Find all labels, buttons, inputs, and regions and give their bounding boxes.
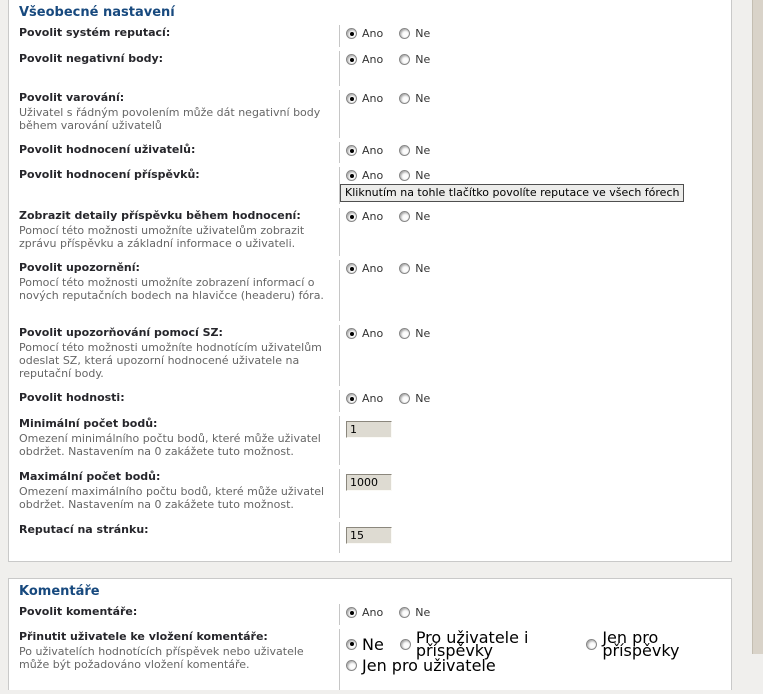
panel-comments bbox=[8, 578, 732, 690]
setting-label: Povolit hodnocení příspěvků: bbox=[19, 168, 200, 181]
setting-label: Reputací na stránku: bbox=[19, 523, 149, 536]
radio-group bbox=[346, 327, 727, 340]
radio-icon[interactable] bbox=[399, 393, 410, 404]
radio-group bbox=[346, 606, 727, 619]
radio-option-yes[interactable] bbox=[346, 144, 383, 157]
radio-group bbox=[346, 392, 727, 405]
max-points-input[interactable] bbox=[346, 474, 392, 491]
radio-option-no[interactable] bbox=[399, 27, 430, 40]
radio-option-yes[interactable] bbox=[346, 327, 383, 340]
radio-icon[interactable] bbox=[399, 263, 410, 274]
radio-icon[interactable] bbox=[399, 211, 410, 222]
radio-option-yes[interactable] bbox=[346, 606, 383, 619]
setting-description: Omezení maximálního počtu bodů, které může uživatel obdržet. Nastavením na 0 zakážete tuto možnost. bbox=[19, 485, 325, 511]
radio-icon[interactable] bbox=[399, 28, 410, 39]
radio-icon[interactable] bbox=[346, 145, 357, 156]
radio-option-no[interactable] bbox=[399, 53, 430, 66]
radio-label: Jen pro příspěvky bbox=[602, 628, 680, 660]
radio-option-no[interactable] bbox=[399, 144, 430, 157]
radio-group-line-2 bbox=[346, 656, 727, 675]
radio-icon[interactable] bbox=[399, 93, 410, 104]
min-points-input[interactable] bbox=[346, 421, 392, 438]
radio-icon[interactable] bbox=[399, 145, 410, 156]
radio-option-yes[interactable] bbox=[346, 262, 383, 275]
tooltip: Kliknutím na tohle tlačítko povolíte reputace ve všech fórech bbox=[340, 184, 684, 202]
radio-icon[interactable] bbox=[346, 263, 357, 274]
radio-icon[interactable] bbox=[399, 54, 410, 65]
radio-option-yes[interactable] bbox=[346, 169, 383, 182]
radio-icon[interactable] bbox=[399, 170, 410, 181]
setting-description: Pomocí této možnosti umožníte zobrazení informací o nových reputačních bodech na hlavičce (headeru) fóra. bbox=[19, 276, 324, 302]
radio-label: Ano bbox=[362, 27, 384, 40]
radio-label: Ano bbox=[362, 92, 384, 105]
radio-label: Ne bbox=[415, 327, 431, 340]
radio-label: Ne bbox=[415, 169, 431, 182]
radio-option-yes[interactable] bbox=[346, 92, 383, 105]
radio-label: Ano bbox=[362, 392, 384, 405]
setting-row-force-comment bbox=[9, 629, 731, 690]
setting-row-negative-points bbox=[9, 51, 731, 86]
setting-label: Povolit komentáře: bbox=[19, 605, 138, 618]
radio-label: Ne bbox=[415, 210, 431, 223]
panel-general-settings bbox=[8, 0, 732, 562]
radio-group bbox=[346, 92, 727, 105]
radio-label: Ano bbox=[362, 53, 384, 66]
setting-label: Zobrazit detaily příspěvku během hodnocení: bbox=[19, 209, 301, 222]
radio-option-no[interactable] bbox=[399, 606, 430, 619]
radio-icon[interactable] bbox=[346, 54, 357, 65]
radio-icon[interactable] bbox=[399, 328, 410, 339]
radio-icon[interactable] bbox=[400, 639, 411, 650]
section-title-general: Všeobecné nastavení bbox=[19, 5, 175, 20]
radio-option-yes[interactable] bbox=[346, 53, 383, 66]
setting-row-enable-ranks bbox=[9, 390, 731, 412]
setting-label: Povolit systém reputací: bbox=[19, 26, 171, 39]
setting-description: Pomocí této možnosti umožníte uživatelům zobrazit zprávu příspěvku a základní informace o uživateli. bbox=[19, 224, 305, 250]
setting-row-pm-notifications bbox=[9, 325, 731, 386]
radio-label: Ne bbox=[415, 53, 431, 66]
radio-option-no[interactable] bbox=[399, 262, 430, 275]
section-title-comments: Komentáře bbox=[19, 584, 100, 599]
setting-row-enable-notifications bbox=[9, 260, 731, 321]
setting-row-min-points bbox=[9, 416, 731, 465]
settings-page bbox=[8, 0, 732, 694]
setting-label: Přinutit uživatele ke vložení komentáře: bbox=[19, 630, 268, 643]
radio-label: Ano bbox=[362, 144, 384, 157]
radio-label: Ne bbox=[415, 27, 431, 40]
radio-option-yes[interactable] bbox=[346, 392, 383, 405]
setting-label: Povolit negativní body: bbox=[19, 52, 164, 65]
setting-row-user-rating bbox=[9, 142, 731, 163]
radio-label: Ne bbox=[415, 606, 431, 619]
radio-group bbox=[346, 262, 727, 275]
radio-option-no[interactable] bbox=[399, 210, 430, 223]
setting-label: Povolit upozornění: bbox=[19, 261, 140, 274]
radio-label: Ne bbox=[415, 92, 431, 105]
radio-icon[interactable] bbox=[346, 328, 357, 339]
setting-label: Povolit hodnosti: bbox=[19, 391, 125, 404]
setting-description: Uživatel s řádným povolením může dát negativní body během varování uživatelů bbox=[19, 106, 321, 132]
radio-option-yes[interactable] bbox=[346, 27, 383, 40]
setting-label: Maximální počet bodů: bbox=[19, 470, 161, 483]
radio-icon[interactable] bbox=[586, 639, 597, 650]
radio-label: Ne bbox=[415, 262, 431, 275]
radio-group bbox=[346, 53, 727, 66]
radio-group-line-1 bbox=[346, 628, 727, 660]
setting-label: Minimální počet bodů: bbox=[19, 417, 158, 430]
radio-icon[interactable] bbox=[399, 607, 410, 618]
setting-label: Povolit upozorňování pomocí SZ: bbox=[19, 326, 223, 339]
radio-icon[interactable] bbox=[346, 211, 357, 222]
radio-icon[interactable] bbox=[346, 393, 357, 404]
setting-label: Povolit hodnocení uživatelů: bbox=[19, 143, 196, 156]
radio-label: Jen pro uživatele bbox=[362, 656, 496, 675]
setting-description: Omezení minimálního počtu bodů, které může uživatel obdržet. Nastavením na 0 zakážete tuto možnost. bbox=[19, 432, 321, 458]
radio-option-no[interactable] bbox=[399, 327, 430, 340]
radio-label: Ano bbox=[362, 262, 384, 275]
vertical-scrollbar[interactable] bbox=[752, 0, 763, 654]
radio-group bbox=[346, 210, 727, 223]
radio-icon[interactable] bbox=[346, 607, 357, 618]
radio-option-users-and-posts[interactable] bbox=[400, 628, 571, 660]
radio-option-posts-only[interactable] bbox=[586, 628, 711, 660]
radio-group bbox=[346, 144, 727, 157]
radio-option-users-only[interactable] bbox=[346, 656, 496, 675]
radio-option-no[interactable] bbox=[346, 634, 384, 654]
radio-group bbox=[346, 27, 727, 40]
radio-label: Pro uživatele i příspěvky bbox=[415, 628, 529, 660]
setting-row-enable-warnings bbox=[9, 90, 731, 138]
radio-icon[interactable] bbox=[346, 170, 357, 181]
setting-row-reputations-per-page bbox=[9, 522, 731, 553]
setting-row-enable-reputation bbox=[9, 25, 731, 47]
radio-icon[interactable] bbox=[346, 660, 357, 671]
radio-label: Ano bbox=[362, 169, 384, 182]
radio-group bbox=[346, 169, 727, 182]
radio-label: Ne bbox=[415, 392, 431, 405]
radio-label: Ano bbox=[362, 606, 384, 619]
radio-label: Ano bbox=[362, 327, 384, 340]
setting-description: Po uživatelích hodnotících příspěvek nebo uživatele může být požadováno vložení komentáře. bbox=[19, 645, 304, 671]
radio-icon[interactable] bbox=[346, 93, 357, 104]
reputations-per-page-input[interactable] bbox=[346, 527, 392, 544]
setting-description: Pomocí této možnosti umožníte hodnotícím uživatelům odeslat SZ, která upozorní hodnocené uživatele na reputační body. bbox=[19, 341, 322, 380]
radio-icon[interactable] bbox=[346, 28, 357, 39]
setting-row-enable-comments bbox=[9, 604, 731, 625]
radio-option-no[interactable] bbox=[399, 92, 430, 105]
radio-icon[interactable] bbox=[346, 639, 357, 650]
radio-option-no[interactable] bbox=[399, 392, 430, 405]
radio-label: Ne bbox=[362, 634, 384, 654]
setting-row-post-rating bbox=[9, 167, 731, 204]
setting-row-show-post-details bbox=[9, 208, 731, 256]
radio-option-yes[interactable] bbox=[346, 210, 383, 223]
setting-label: Povolit varování: bbox=[19, 91, 125, 104]
radio-label: Ne bbox=[415, 144, 431, 157]
radio-label: Ano bbox=[362, 210, 384, 223]
setting-row-max-points bbox=[9, 469, 731, 518]
radio-option-no[interactable] bbox=[399, 169, 430, 182]
